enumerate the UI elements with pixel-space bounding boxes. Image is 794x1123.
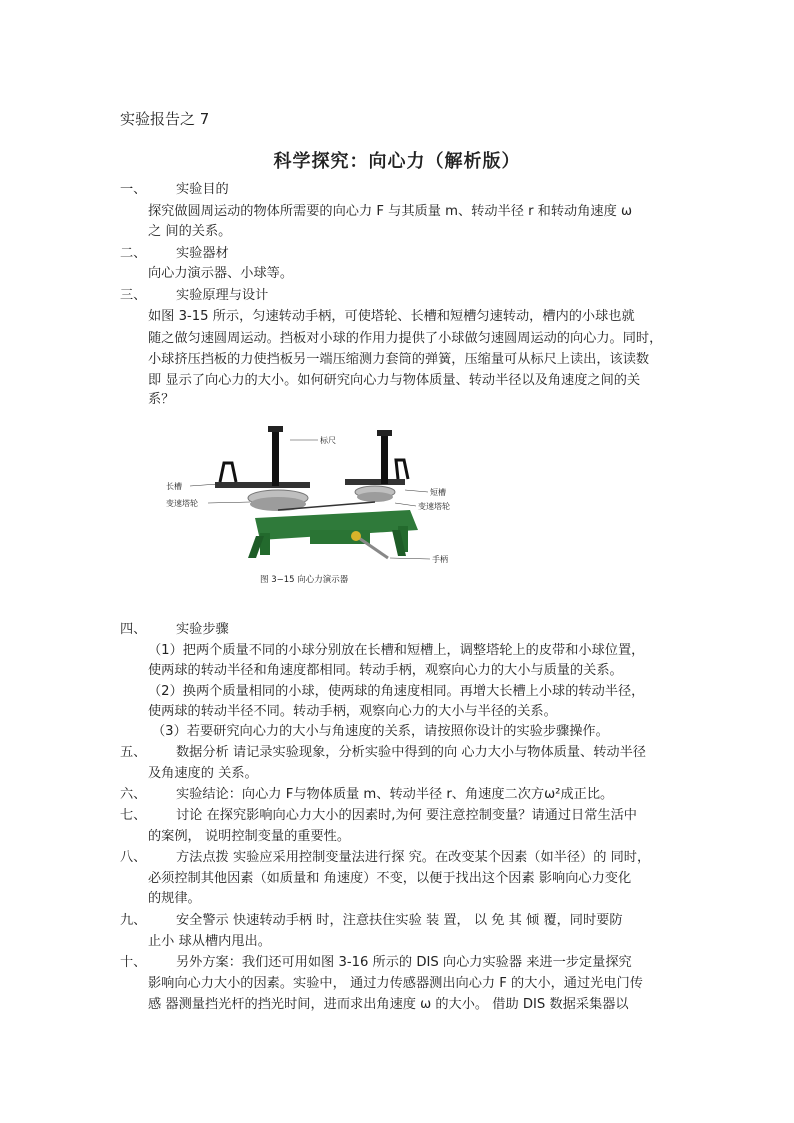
label-short-slot: 短槽 xyxy=(430,488,446,497)
label-pulley-right: 变速塔轮 xyxy=(418,502,450,511)
body-line: （1）把两个质量不同的小球分别放在长槽和短槽上，调整塔轮上的皮带和小球位置， xyxy=(148,643,645,658)
section-number: 一、 xyxy=(120,182,147,197)
section-number: 九、 xyxy=(120,913,147,928)
body-line: （3）若要研究向心力的大小与角速度的关系，请按照你设计的实验步骤操作。 xyxy=(152,724,609,739)
body-line: 系？ xyxy=(148,392,175,407)
body-line: 随之做匀速圆周运动。挡板对小球的作用力提供了小球做匀速圆周运动的向心力。同时， xyxy=(148,331,663,346)
label-pulley-left: 变速塔轮 xyxy=(166,499,198,508)
body-line: 感 器测量挡光杆的挡光时间，进而求出角速度 ω 的大小。 借助 DIS 数据采集器以 xyxy=(148,997,629,1012)
figure-caption: 图 3−15 向心力演示器 xyxy=(260,575,349,585)
body-line: 影响向心力大小的因素。实验中， 通过力传感器测出向心力 F 的大小，通过光电门传 xyxy=(148,976,643,991)
body-line: 的规律。 xyxy=(148,891,201,906)
section-number: 二、 xyxy=(120,246,147,261)
section-heading: 方法点拨 实验应采用控制变量法进行探 究。在改变某个因素（如半径）的 同时， xyxy=(176,850,651,865)
body-line: 向心力演示器、小球等。 xyxy=(148,266,294,281)
label-long-slot: 长槽 xyxy=(166,482,182,491)
report-label: 实验报告之 7 xyxy=(120,110,210,128)
section-number: 十、 xyxy=(120,955,147,970)
section-heading: 数据分析 请记录实验现象，分析实验中得到的向 心力大小与物体质量、转动半径 xyxy=(176,745,646,760)
body-line: 使两球的转动半径不同。转动手柄，观察向心力的大小与半径的关系。 xyxy=(148,704,557,719)
section-heading: 实验原理与设计 xyxy=(176,288,269,303)
body-line: 止小 球从槽内甩出。 xyxy=(148,934,271,949)
section-heading: 另外方案：我们还可用如图 3-16 所示的 DIS 向心力实验器 来进一步定量探究 xyxy=(176,955,632,970)
ruler-right xyxy=(381,432,388,484)
section-heading: 实验器材 xyxy=(176,246,229,261)
body-line: 探究做圆周运动的物体所需要的向心力 F 与其质量 m、转动半径 r 和转动角速度 ω xyxy=(148,204,633,219)
body-line: （2）换两个质量相同的小球，使两球的角速度相同。再增大长槽上小球的转动半径， xyxy=(148,684,645,699)
body-line: 之 间的关系。 xyxy=(148,224,232,239)
section-heading: 实验目的 xyxy=(176,182,229,197)
section-number: 四、 xyxy=(120,622,147,637)
section-heading: 实验结论：向心力 F与物体质量 m、转动半径 r、角速度二次方ω²成正比。 xyxy=(176,787,614,802)
section-number: 三、 xyxy=(120,288,147,303)
section-number: 八、 xyxy=(120,850,147,865)
page-title: 科学探究：向心力（解析版） xyxy=(273,151,521,172)
section-heading: 讨论 在探究影响向心力大小的因素时,为何 要注意控制变量？请通过日常生活中 xyxy=(176,808,637,823)
section-heading: 实验步骤 xyxy=(176,622,229,637)
body-line: 即 显示了向心力的大小。如何研究向心力与物体质量、转动半径以及角速度之间的关 xyxy=(148,373,641,388)
label-ruler: 标尺 xyxy=(320,436,336,445)
short-slot xyxy=(345,479,405,485)
body-line: 的案例， 说明控制变量的重要性。 xyxy=(148,829,351,844)
long-slot xyxy=(215,482,310,488)
body-line: 必须控制其他因素（如质量和 角速度）不变，以便于找出这个因素 影响向心力变化 xyxy=(148,871,632,886)
label-handle: 手柄 xyxy=(432,555,448,564)
body-line: 如图 3-15 所示，匀速转动手柄，可使塔轮、长槽和短槽匀速转动，槽内的小球也就 xyxy=(148,309,635,324)
centripetal-force-apparatus-figure xyxy=(160,418,470,593)
section-heading: 安全警示 快速转动手柄 时，注意扶住实验 装 置， 以 免 其 倾 覆，同时要防 xyxy=(176,913,623,928)
section-number: 五、 xyxy=(120,745,147,760)
section-number: 七、 xyxy=(120,808,147,823)
section-number: 六、 xyxy=(120,787,147,802)
body-line: 及角速度的 关系。 xyxy=(148,766,258,781)
ruler-left xyxy=(272,428,279,486)
body-line: 小球挤压挡板的力使挡板另一端压缩测力套筒的弹簧，压缩量可从标尺上读出，该读数 xyxy=(148,352,650,367)
handle-icon xyxy=(356,536,388,558)
body-line: 使两球的转动半径和角速度都相同。转动手柄，观察向心力的大小与质量的关系。 xyxy=(148,663,623,678)
